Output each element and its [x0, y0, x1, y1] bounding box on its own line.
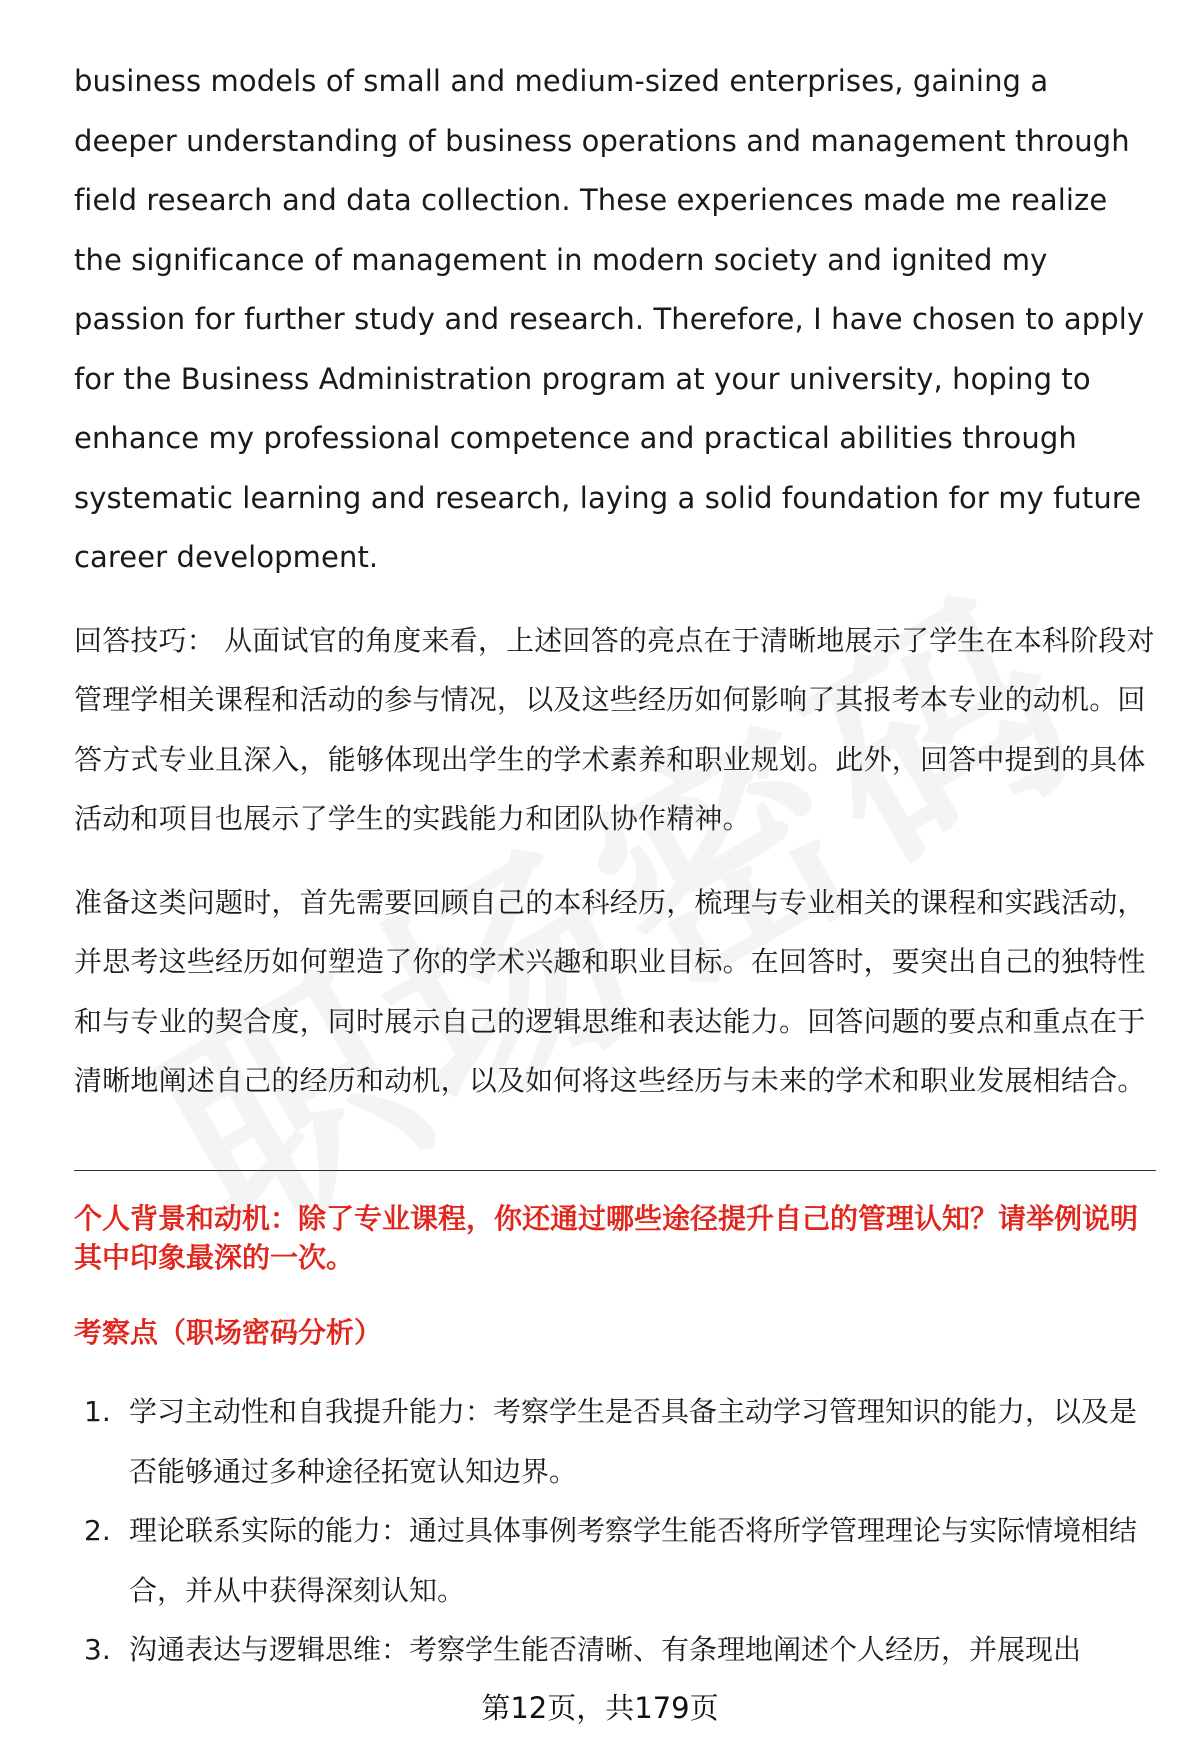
list-item-number: 2. — [84, 1514, 111, 1547]
list-item-text: 理论联系实际的能力：通过具体事例考察学生能否将所学管理理论与实际情境相结合，并从中获得深刻认知。 — [129, 1514, 1138, 1607]
list-item-text: 沟通表达与逻辑思维：考察学生能否清晰、有条理地阐述个人经历，并展现出 — [129, 1633, 1082, 1666]
question-heading: 个人背景和动机：除了专业课程，你还通过哪些途径提升自己的管理认知？请举例说明其中印象最深的一次。 — [74, 1202, 1139, 1274]
list-item — [74, 1620, 1160, 1680]
list-item — [74, 1382, 1160, 1501]
preparation-paragraph: 准备这类问题时，首先需要回顾自己的本科经历，梳理与专业相关的课程和实践活动，并思考这些经历如何塑造了你的学术兴趣和职业目标。在回答时，要突出自己的独特性和与专业的契合度，同时展示自己的逻辑思维和表达能力。回答问题的要点和重点在于清晰地阐述自己的经历和动机，以及如何将这些经历与未来的学术和职业发展相结合。 — [74, 885, 1146, 1097]
page-content — [74, 52, 1160, 1111]
list-item-number: 1. — [84, 1395, 111, 1428]
assessment-points-heading: 考察点（职场密码分析） — [74, 1316, 383, 1349]
list-item-number: 3. — [84, 1633, 111, 1666]
list-item-text: 学习主动性和自我提升能力：考察学生是否具备主动学习管理知识的能力，以及是否能够通过多种途径拓宽认知边界。 — [129, 1395, 1138, 1488]
english-paragraph: business models of small and medium-sized enterprises, gaining a deeper understanding of business operations and management through field research and data collection. These experiences made me realize the significance of management in modern society and ignited my passion for further study and research. Therefore, I have chosen to apply for the Business Administration program at your university, hoping to enhance my professional competence and practical abilities through systematic learning and research, laying a solid foundation for my future career development. — [74, 64, 1145, 574]
answer-tips-paragraph: 回答技巧： 从面试官的角度来看，上述回答的亮点在于清晰地展示了学生在本科阶段对管理学相关课程和活动的参与情况，以及这些经历如何影响了其报考本专业的动机。回答方式专业且深入，能够体现出学生的学术素养和职业规划。此外，回答中提到的具体活动和项目也展示了学生的实践能力和团队协作精神。 — [74, 623, 1155, 835]
assessment-points-list — [74, 1382, 1160, 1680]
section-divider — [74, 1170, 1156, 1171]
list-item — [74, 1501, 1160, 1620]
page-footer: 第12页，共179页 — [481, 1691, 719, 1725]
